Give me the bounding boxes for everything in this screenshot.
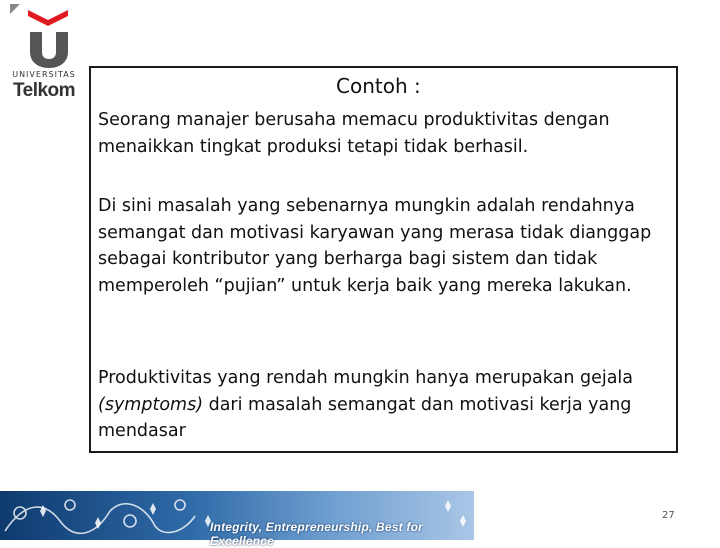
university-logo xyxy=(8,4,80,104)
paragraph-2: Di sini masalah yang sebenarnya mungkin adalah rendahnya semangat dan motivasi karyawan yang merasa tidak dianggap sebagai kontributor yang berharga bagi sistem dan tidak memperoleh “pujian” untuk kerja baik yang mereka lakukan. xyxy=(98,196,652,296)
corner-triangle-icon xyxy=(10,4,20,14)
paragraph-1: Seorang manajer berusaha memacu produktivitas dengan menaikkan tingkat produksi tetapi tidak berhasil. xyxy=(98,110,610,157)
flag-logo-icon xyxy=(28,10,68,26)
paragraph-3-italic: (symptoms) xyxy=(98,394,204,415)
footer-banner xyxy=(0,491,720,548)
paragraph-3-text-a: Produktivitas yang rendah mungkin hanya merupakan gejala xyxy=(98,368,634,388)
logo-universitas-text: UNIVERSITAS xyxy=(12,70,76,79)
slide-title: Contoh : xyxy=(336,74,421,98)
page-number: 27 xyxy=(662,510,675,521)
paragraph-3 xyxy=(98,365,673,445)
footer-slogan: Integrity, Entrepreneurship, Best for Excellence xyxy=(210,520,423,548)
u-shape-logo-icon xyxy=(30,32,68,68)
logo-telkom-text: Telkom xyxy=(12,80,76,101)
paragraph-3-text-b: dari masalah semangat dan motivasi kerja yang mendasar xyxy=(98,394,632,442)
